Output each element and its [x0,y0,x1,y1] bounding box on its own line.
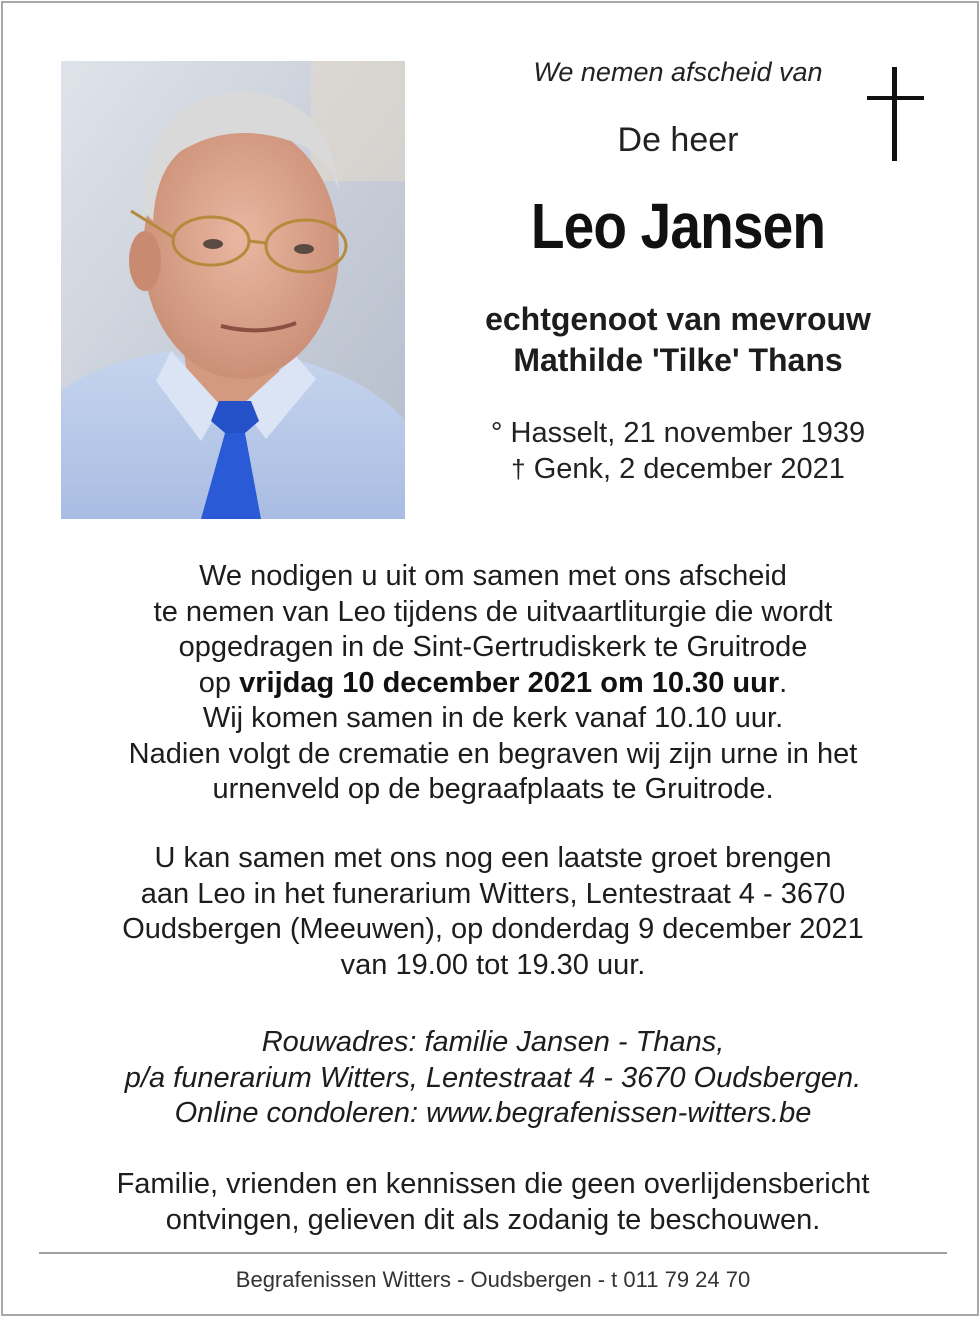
birth-symbol: ° [490,417,503,449]
closing-line-2: ontvingen, gelieven dit als zodanig te beschouwen. [165,1203,821,1236]
birth-line [443,415,913,451]
invitation-line-1: We nodigen u uit om samen met ons afscheid [199,560,787,592]
spouse-line-1: echtgenoot van mevrouw [485,301,871,337]
service-datetime: vrijdag 10 december 2021 om 10.30 uur [239,666,780,699]
life-dates [443,415,913,487]
invitation-line-4 [43,666,943,702]
footer-text: Begrafenissen Witters - Oudsbergen - t 011 79 24 70 [235,1267,751,1292]
invitation-line-4-suffix: . [779,666,788,699]
portrait-photo [61,61,405,519]
death-text: Genk, 2 december 2021 [533,453,845,485]
invitation-line-3: opgedragen in de Sint-Gertrudiskerk te Gruitrode [178,631,808,663]
invitation-line-7: urnenveld op de begraafplaats te Gruitrode. [212,773,774,805]
deceased-name: Leo Jansen [530,190,826,262]
portrait-illustration [61,61,405,519]
footer-divider [39,1252,947,1254]
address-line-1: Rouwadres: familie Jansen - Thans, [261,1026,725,1058]
intro-text: We nemen afscheid van [533,57,823,87]
spouse-info [443,299,913,381]
funeral-notice-card [1,1,979,1316]
dagger-icon: † [511,454,526,484]
invitation-line-6: Nadien volgt de crematie en begraven wij zijn urne in het [128,737,858,770]
visitation-line-2: aan Leo in het funerarium Witters, Lentestraat 4 - 3670 [140,877,846,910]
closing-paragraph [43,1167,943,1238]
spouse-line-2: Mathilde 'Tilke' Thans [513,342,843,378]
invitation-paragraph [43,559,943,808]
death-line [443,451,913,487]
visitation-paragraph [43,841,943,983]
invitation-line-2: te nemen van Leo tijdens de uitvaartliturgie die wordt [153,595,833,628]
honorific-title: De heer [617,121,739,159]
invitation-line-5: Wij komen samen in de kerk vanaf 10.10 uur. [202,702,784,734]
address-paragraph [43,1025,943,1132]
visitation-line-4: van 19.00 tot 19.30 uur. [340,948,646,981]
address-line-2: p/a funerarium Witters, Lentestraat 4 - 3670 Oudsbergen. [124,1061,862,1094]
visitation-line-1: U kan samen met ons nog een laatste groet brengen [154,842,832,874]
closing-line-1: Familie, vrienden en kennissen die geen overlijdensbericht [116,1168,870,1200]
address-line-3: Online condoleren: www.begrafenissen-witters.be [174,1097,812,1129]
invitation-line-4-prefix: op [198,666,240,699]
visitation-line-3: Oudsbergen (Meeuwen), op donderdag 9 december 2021 [122,913,864,945]
birth-text: Hasselt, 21 november 1939 [510,417,866,449]
